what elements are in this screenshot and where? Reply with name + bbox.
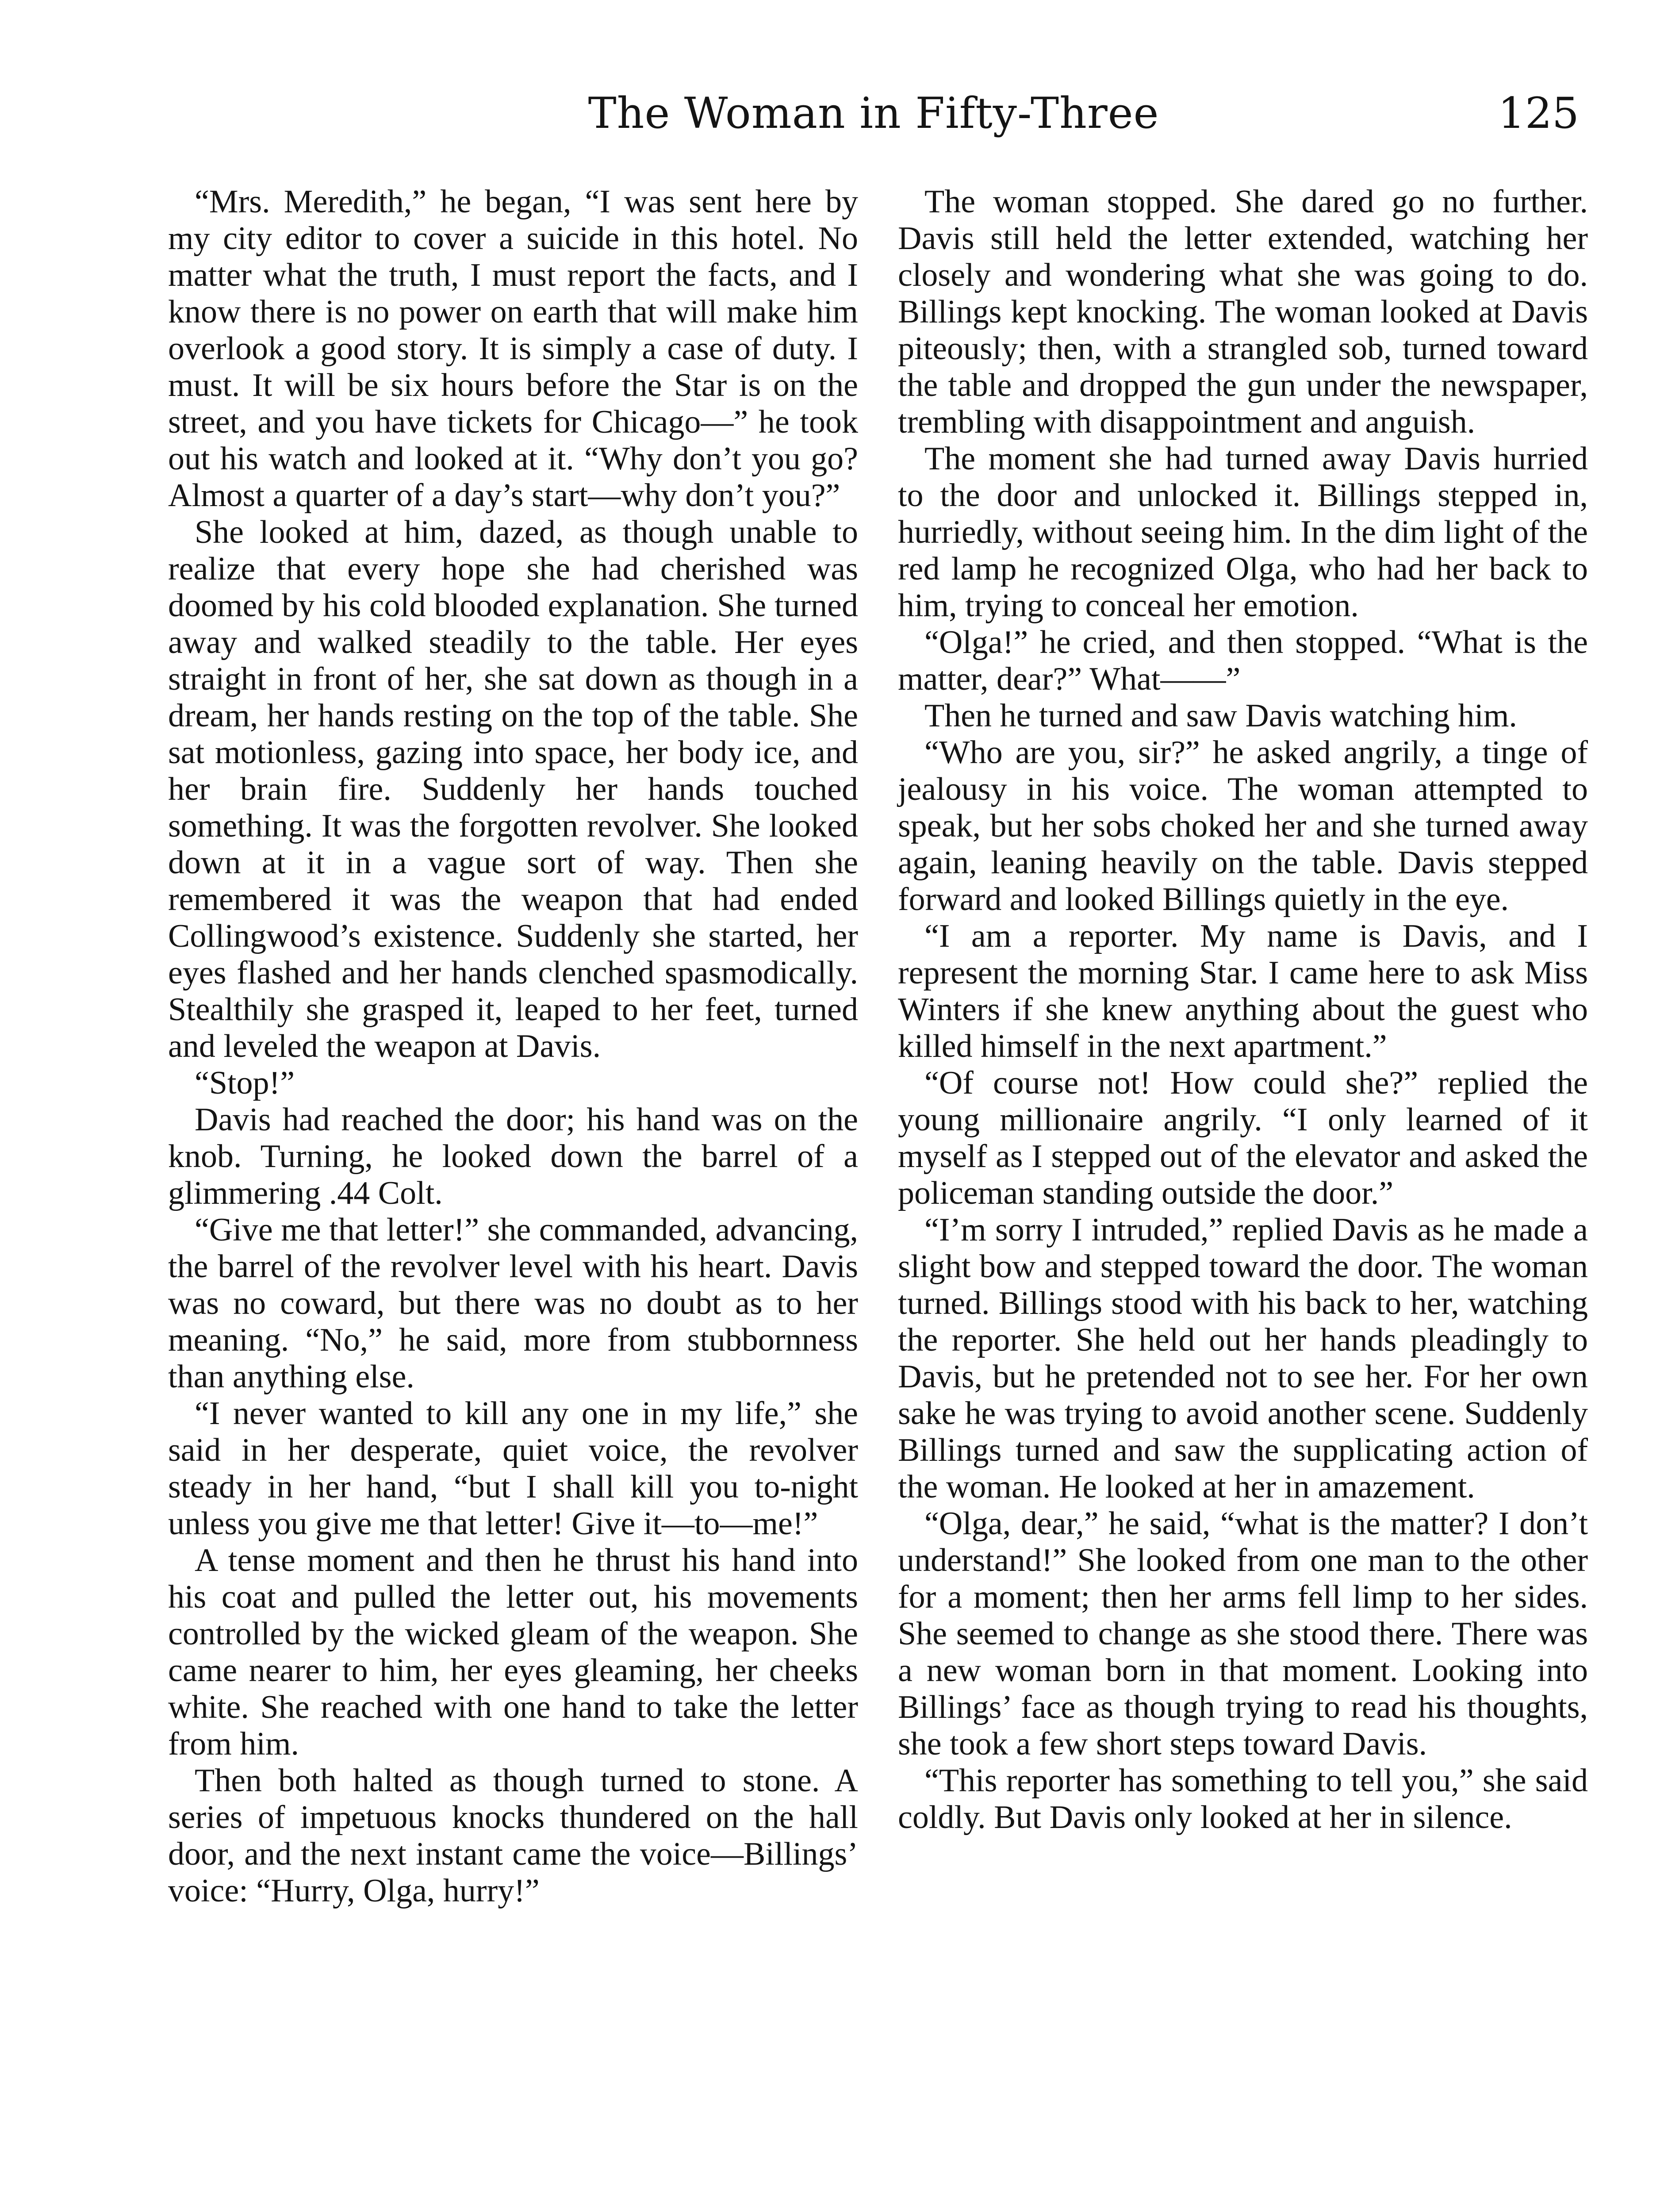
page-title: The Woman in Fifty-Three <box>588 88 1159 138</box>
paragraph: “Of course not! How could she?” replied the young millionaire angrily. “I only learned of it myself as I stepped out of the elevator and asked the policeman standing outside the door.” <box>898 1065 1588 1211</box>
page-number: 125 <box>1498 88 1579 138</box>
paragraph: “Give me that letter!” she commanded, advancing, the barrel of the revolver level with his heart. Davis was no coward, but there was no doubt as to her meaning. “No,” he said, more from stubbornness than anything else. <box>168 1212 858 1395</box>
right-column <box>898 184 1588 1836</box>
paragraph: “This reporter has something to tell you,” she said coldly. But Davis only looked at her in silence. <box>898 1763 1588 1836</box>
paragraph: “Olga, dear,” he said, “what is the matter? I don’t understand!” She looked from one man to the other for a moment; then her arms fell limp to her sides. She seemed to change as she stood there. There was a new woman born in that moment. Looking into Billings’ face as though trying to read his thoughts, she took a few short steps toward Davis. <box>898 1505 1588 1762</box>
paragraph: “Olga!” he cried, and then stopped. “What is the matter, dear?” What——” <box>898 624 1588 697</box>
paragraph: Davis had reached the door; his hand was on the knob. Turning, he looked down the barrel of a glimmering .44 Colt. <box>168 1102 858 1211</box>
paragraph: “Mrs. Meredith,” he began, “I was sent here by my city editor to cover a suicide in this hotel. No matter what the truth, I must report the facts, and I know there is no power on earth that will make him overlook a good story. It is simply a case of duty. I must. It will be six hours before the Star is on the street, and you have tickets for Chicago—” he took out his watch and looked at it. “Why don’t you go? Almost a quarter of a day’s start—why don’t you?” <box>168 184 858 514</box>
paragraph: “I am a reporter. My name is Davis, and I represent the morning Star. I came here to ask Miss Winters if she knew anything about the guest who killed himself in the next apartment.” <box>898 918 1588 1064</box>
paragraph: “I’m sorry I intruded,” replied Davis as he made a slight bow and stepped toward the door. The woman turned. Billings stood with his back to her, watching the reporter. She held out her hands pleadingly to Davis, but he pretended not to see her. For her own sake he was trying to avoid another scene. Suddenly Billings turned and saw the supplicating action of the woman. He looked at her in amazement. <box>898 1212 1588 1505</box>
page-header <box>168 88 1579 155</box>
paragraph: “I never wanted to kill any one in my life,” she said in her desperate, quiet voice, the revolver steady in her hand, “but I shall kill you to-night unless you give me that letter! Give it—to—me!” <box>168 1395 858 1542</box>
paragraph: Then both halted as though turned to stone. A series of impetuous knocks thundered on the hall door, and the next instant came the voice—Billings’ voice: “Hurry, Olga, hurry!” <box>168 1763 858 1909</box>
paragraph: A tense moment and then he thrust his hand into his coat and pulled the letter out, his movements controlled by the wicked gleam of the weapon. She came nearer to him, her eyes gleaming, her cheeks white. She reached with one hand to take the letter from him. <box>168 1542 858 1762</box>
paragraph: The woman stopped. She dared go no further. Davis still held the letter extended, watching her closely and wondering what she was going to do. Billings kept knocking. The woman looked at Davis piteously; then, with a strangled sob, turned toward the table and dropped the gun under the newspaper, trembling with disappointment and anguish. <box>898 184 1588 440</box>
paragraph: She looked at him, dazed, as though unable to realize that every hope she had cherished was doomed by his cold blooded explanation. She turned away and walked steadily to the table. Her eyes straight in front of her, she sat down as though in a dream, her hands resting on the top of the table. She sat motionless, gazing into space, her body ice, and her brain fire. Suddenly her hands touched something. It was the forgotten revolver. She looked down at it in a vague sort of way. Then she remembered it was the weapon that had ended Collingwood’s existence. Suddenly she started, her eyes flashed and her hands clenched spasmodically. Stealthily she grasped it, leaped to her feet, turned and leveled the weapon at Davis. <box>168 514 858 1064</box>
left-column <box>168 184 858 1909</box>
paragraph: Then he turned and saw Davis watching him. <box>924 698 1517 734</box>
paragraph: “Who are you, sir?” he asked angrily, a tinge of jealousy in his voice. The woman attempted to speak, but her sobs choked her and she turned away again, leaning heavily on the table. Davis stepped forward and looked Billings quietly in the eye. <box>898 734 1588 918</box>
paragraph: “Stop!” <box>195 1065 295 1101</box>
paragraph: The moment she had turned away Davis hurried to the door and unlocked it. Billings stepped in, hurriedly, without seeing him. In the dim light of the red lamp he recognized Olga, who had her back to him, trying to conceal her emotion. <box>898 441 1588 624</box>
